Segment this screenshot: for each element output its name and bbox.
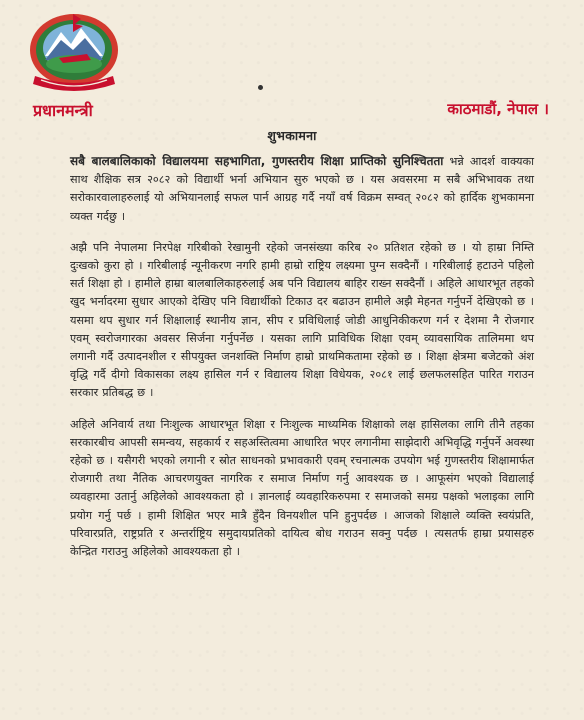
letter-heading: शुभकामना — [267, 128, 317, 143]
ink-dot — [258, 85, 263, 90]
paragraph-lead: सबै बालबालिकाको विद्यालयमा सहभागिता, गुणस्तरीय शिक्षा प्राप्तिको सुनिश्चितता — [70, 154, 444, 168]
paragraph-text: अहिले अनिवार्य तथा निःशुल्क आधारभूत शिक्षा र निःशुल्क माध्यमिक शिक्षाको लक्ष हासिलका लागि तीनै तहका सरकारबीच आपसी समन्वय, सहकार्य र सहअस्तित्वमा आधारित भएर लगानीमा साझेदारी अभिवृद्धि गर्नुपर्ने अवस्था रहेको छ । यसैगरी भएको लगानी र स्रोत साधनको प्रभावकारी एवम् रचनात्मक उपयोग भई गुणस्तरीय शिक्षामार्फत रोजगारी तथा नैतिक आचरणयुक्त नागरिक र समाज निर्माण गर्नु आवश्यक छ । आफूसंग भएको विद्यालाई व्यवहारमा उतार्नु अहिलेको आवश्यकता हो । ज्ञानलाई व्यवहारिकरुपमा र समाजको समग्र पक्षको भलाइका लागि प्रयोग गर्नु पर्छ । हामी शिक्षित भएर मात्रै हुँदैन विनयशील पनि हुनुपर्दछ । आजको शिक्षाले व्यक्ति स्वयंप्रति, परिवारप्रति, राष्ट्रप्रति र अन्तर्राष्ट्रिय समुदायप्रतिको दायित्व बोध गराउन सक्नु पर्दछ । त्यसतर्फ हाम्रा प्रयासहरु केन्द्रित गराउनु अहिलेको आवश्यकता हो । — [70, 417, 534, 559]
location-label: काठमाडौं, नेपाल । — [447, 100, 549, 118]
paragraph-text: अझै पनि नेपालमा निरपेक्ष गरिबीको रेखामुनी रहेको जनसंख्या करिब २० प्रतिशत रहेको छ । यो हाम्रा निम्ति दुःखको कुरा हो । गरिबीलाई न्यूनीकरण नगरि हामी हाम्रो राष्ट्रिय लक्ष्यमा पुग्न सक्दैनौं । गरिबीलाई हटाउने पहिलो सर्त शिक्षा हो । हामीले हाम्रा बालबालिकाहरुलाई अब पनि विद्यालय बाहिर राख्न सक्दैनौं । अहिले आधारभूत तहको खुद भर्नादरमा सुधार आएको देखिए पनि विद्यार्थीको टिकाउ दर बढाउन हामीले अझै मेहनत गर्नुपर्ने देखिएको छ । यसमा थप सुधार गर्न शिक्षालाई स्थानीय ज्ञान, सीप र प्रविधिलाई जोडी आधुनिकीकरण गर्न र देशमा नै रोजगार एवम् स्वरोजगारका अवसर सिर्जना गर्नुपर्नेछ । यसका लागि प्राविधिक शिक्षा एवम् व्यावसायिक तालिममा थप लगानी गर्दै उत्पादनशील र सीपयुक्त जनशक्ति निर्माण हाम्रो प्राथमिकतामा रहेको छ । शिक्षा क्षेत्रमा बजेटको अंश वृद्धि गर्दै दीगो विकासका लक्ष्य हासिल गर्न र विद्यालय शिक्षा विधेयक, २०८१ लाई छलफलसहित पारित गराउन सरकार प्रतिबद्ध छ । — [70, 240, 534, 400]
paragraph-2 — [70, 239, 534, 403]
office-title: प्रधानमन्त्री — [33, 101, 93, 120]
paragraph-text: भन्ने आदर्श वाक्यका साथ शैक्षिक सत्र २०८२ को विद्यार्थी भर्ना अभियान सुरु भएको छ । यस अवसरमा म सबै अभिभावक तथा सरोकारवालाहरुलाई यो अभियानलाई सफल पार्न आग्रह गर्दै नयाँ वर्ष विक्रम सम्वत् २०८२ को हार्दिक शुभकामना व्यक्त गर्दछु । — [70, 155, 534, 223]
letter-body — [70, 152, 534, 574]
paragraph-3 — [70, 416, 534, 562]
nepal-coat-of-arms-icon — [27, 10, 121, 94]
paragraph-1 — [70, 152, 534, 226]
